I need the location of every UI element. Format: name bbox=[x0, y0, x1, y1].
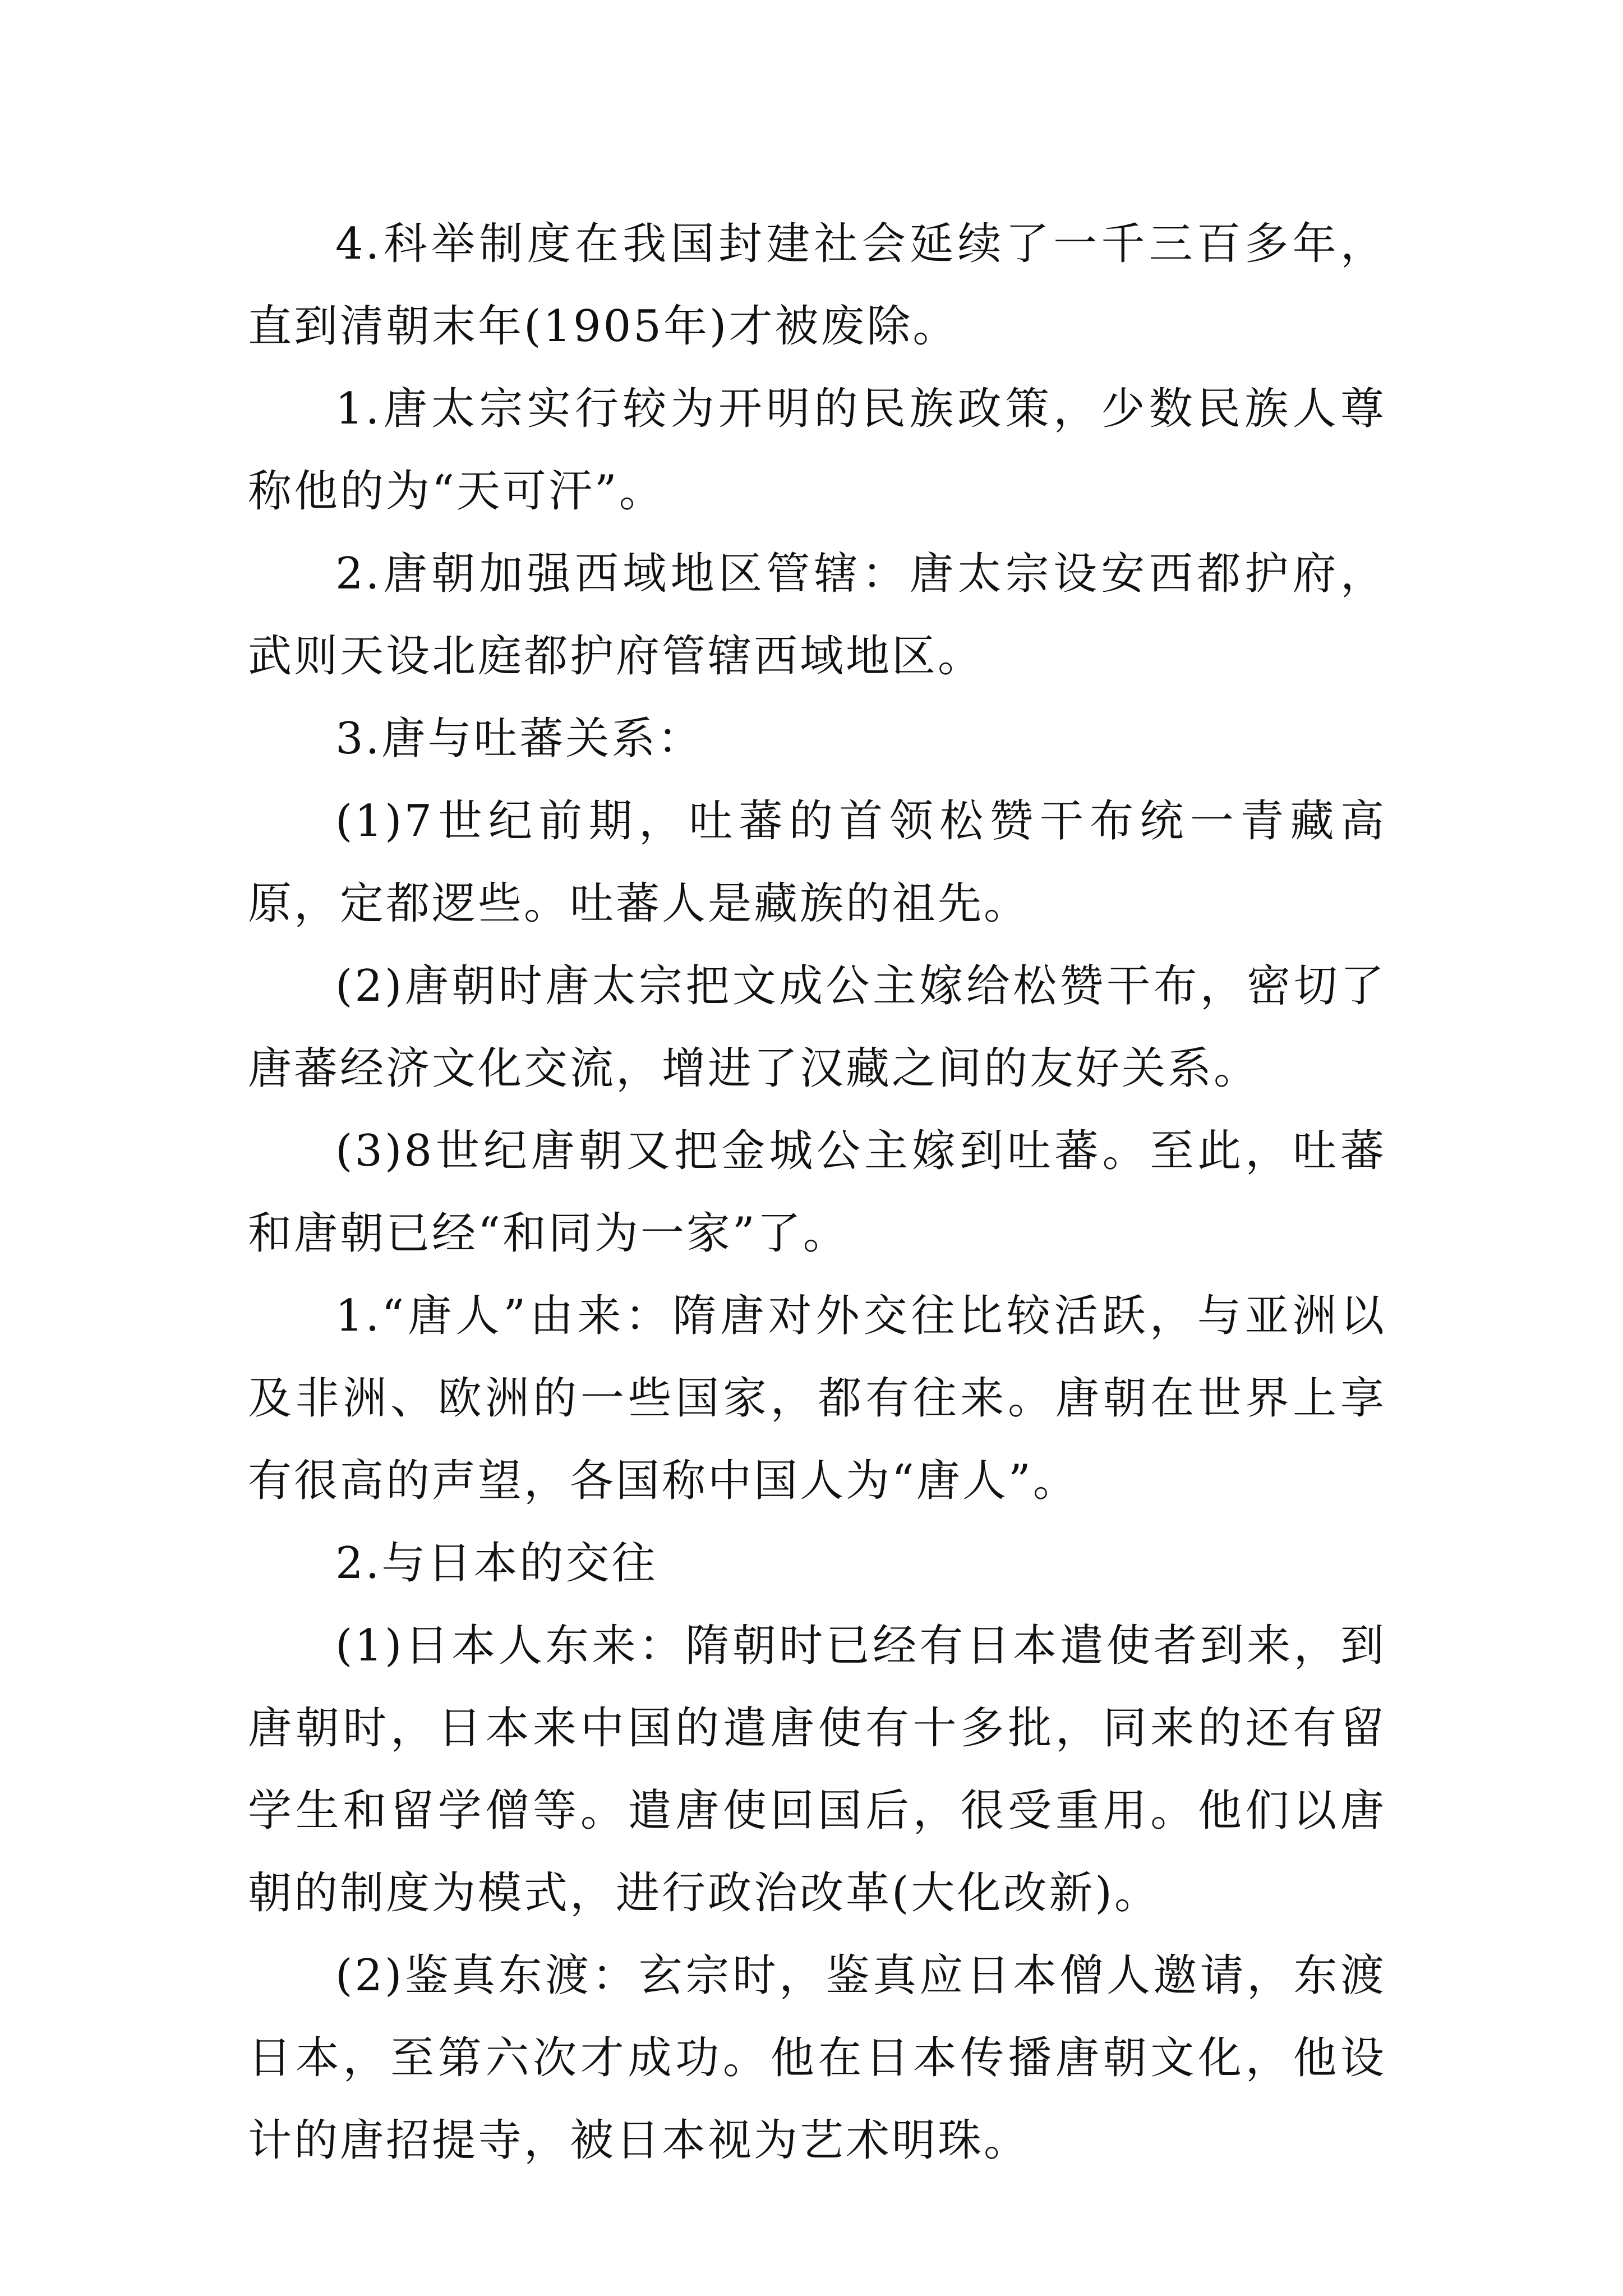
paragraph-tubo-1: (1)7世纪前期，吐蕃的首领松赞干布统一青藏高原，定都逻些。吐蕃人是藏族的祖先。 bbox=[248, 796, 1386, 929]
paragraph-japan-2: (2)鉴真东渡：玄宗时，鉴真应日本僧人邀请，东渡日本，至第六次才成功。他在日本传播唐朝文化，他设计的唐招提寺，被日本视为艺术明珠。 bbox=[248, 1950, 1386, 2166]
paragraph-keju: 4.科举制度在我国封建社会延续了一千三百多年，直到清朝末年(1905年)才被废除。 bbox=[248, 219, 1386, 352]
paragraph-tangren-origin: 1.“唐人”由来：隋唐对外交往比较活跃，与亚洲以及非洲、欧洲的一些国家，都有往来。唐朝在世界上享有很高的声望，各国称中国人为“唐人”。 bbox=[248, 1291, 1386, 1506]
paragraph-japan-heading: 2.与日本的交往 bbox=[335, 1538, 658, 1589]
paragraph-japan-1: (1)日本人东来：隋朝时已经有日本遣使者到来，到唐朝时，日本来中国的遣唐使有十多批，同来的还有留学生和留学僧等。遣唐使回国后，很受重用。他们以唐朝的制度为模式，进行政治改革(大化改新)。 bbox=[248, 1621, 1386, 1918]
paragraph-tubo-3: (3)8世纪唐朝又把金城公主嫁到吐蕃。至此，吐蕃和唐朝已经“和同为一家”了。 bbox=[248, 1126, 1386, 1259]
paragraph-western-regions: 2.唐朝加强西域地区管辖：唐太宗设安西都护府，武则天设北庭都护府管辖西域地区。 bbox=[248, 549, 1386, 682]
document-body bbox=[248, 203, 1386, 2182]
paragraph-tang-taizong-policy: 1.唐太宗实行较为开明的民族政策，少数民族人尊称他的为“天可汗”。 bbox=[248, 384, 1386, 517]
paragraph-tubo-heading: 3.唐与吐蕃关系： bbox=[335, 714, 704, 764]
paragraph-tubo-2: (2)唐朝时唐太宗把文成公主嫁给松赞干布，密切了唐蕃经济文化交流，增进了汉藏之间的友好关系。 bbox=[248, 961, 1386, 1094]
